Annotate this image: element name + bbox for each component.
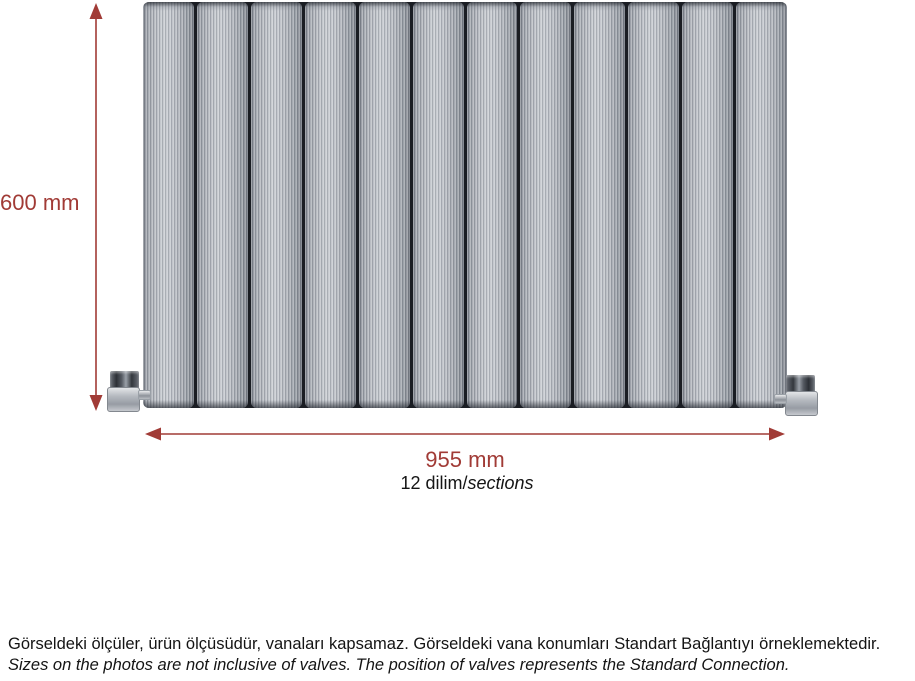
radiator-section [682,2,733,408]
footnote-english: Sizes on the photos are not inclusive of valves. The position of valves represents the Standard Connection. [8,656,790,674]
valve-pipe [774,394,787,404]
width-dimension-label: 955 mm [425,447,505,472]
valve-pipe [138,390,151,400]
sections-count-label [143,473,791,494]
valve-left [104,370,150,413]
radiator-panel [143,2,787,408]
width-dimension-arrow [144,423,786,445]
valve-right [775,374,821,417]
radiator-section [143,2,194,408]
sections-count-text-italic: sections [467,473,534,493]
valve-body [107,387,140,412]
radiator-section [359,2,410,408]
sections-count-text: 12 dilim/ [400,473,468,493]
radiator-section [467,2,518,408]
radiator-section [628,2,679,408]
radiator-section [520,2,571,408]
height-dimension-arrow [85,2,107,412]
radiator-section [197,2,248,408]
height-dimension-label: 600 mm [0,190,80,215]
footnote-turkish: Görseldeki ölçüler, ürün ölçüsüdür, vanaları kapsamaz. Görseldeki vana konumları Standart Bağlantıyı örneklemektedir. [8,635,881,653]
radiator-section [736,2,787,408]
radiator-section [574,2,625,408]
radiator-section [413,2,464,408]
radiator-section [251,2,302,408]
radiator-section [305,2,356,408]
valve-body [785,391,818,416]
footnote [8,634,911,676]
